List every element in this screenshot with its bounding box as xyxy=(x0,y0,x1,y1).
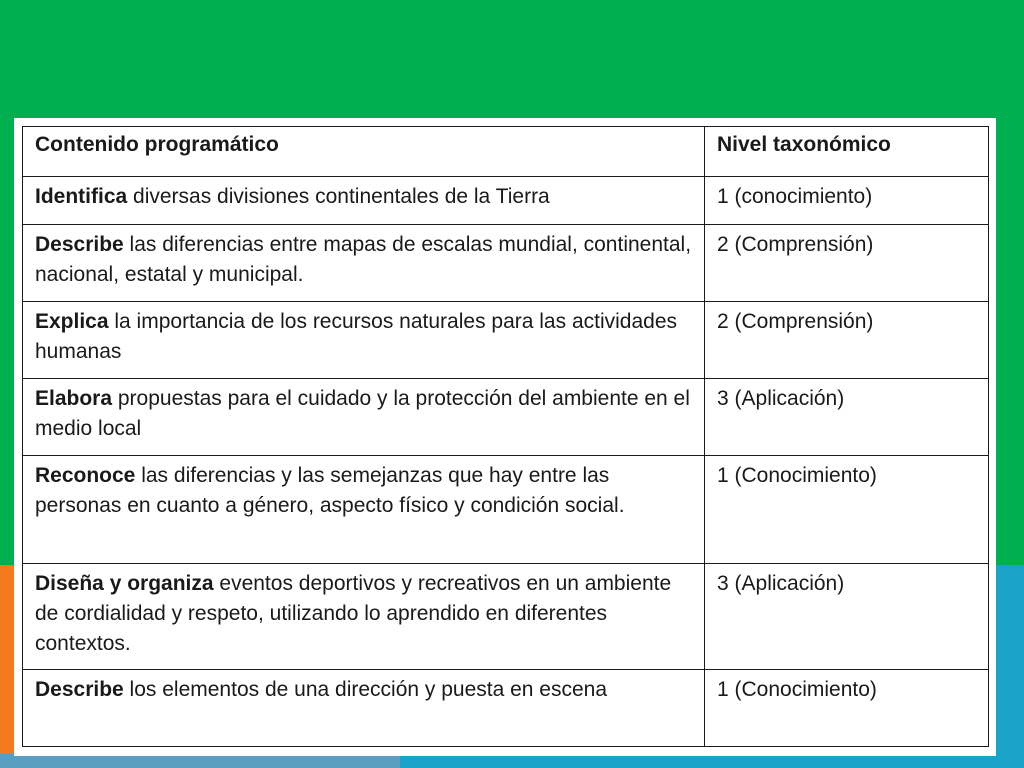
action-verb: Describe xyxy=(35,678,124,701)
level-cell: 2 (Comprensión) xyxy=(705,225,989,302)
content-text: las diferencias y las semejanzas que hay entre las personas en cuanto a género, aspecto físico y condición social. xyxy=(35,464,625,517)
level-cell: 3 (Aplicación) xyxy=(705,564,989,670)
orange-accent-bar xyxy=(0,565,14,768)
content-text: propuestas para el cuidado y la protección del ambiente en el medio local xyxy=(35,387,690,440)
header-content: Contenido programático xyxy=(23,127,705,177)
content-text: los elementos de una dirección y puesta en escena xyxy=(123,678,608,701)
content-cell xyxy=(23,564,705,670)
level-cell: 1 (Conocimiento) xyxy=(705,456,989,564)
action-verb: Elabora xyxy=(35,387,113,410)
level-cell: 2 (Comprensión) xyxy=(705,302,989,379)
table-header-row xyxy=(23,127,989,177)
action-verb: Reconoce xyxy=(35,464,136,487)
action-verb: Describe xyxy=(35,233,124,256)
content-cell xyxy=(23,379,705,456)
table-row xyxy=(23,379,989,456)
level-cell: 1 (Conocimiento) xyxy=(705,670,989,747)
level-cell: 1 (conocimiento) xyxy=(705,177,989,225)
content-text: la importancia de los recursos naturales para las actividades humanas xyxy=(35,310,678,363)
content-text: eventos deportivos y recreativos en un ambiente de cordialidad y respeto, utilizando lo aprendido en diferentes contextos. xyxy=(35,572,672,655)
content-cell xyxy=(23,456,705,564)
content-text: diversas divisiones continentales de la Tierra xyxy=(127,185,550,208)
table-row xyxy=(23,302,989,379)
bottom-left-accent-bar xyxy=(0,754,400,768)
level-cell: 3 (Aplicación) xyxy=(705,379,989,456)
action-verb: Diseña y organiza xyxy=(35,572,214,595)
content-cell xyxy=(23,302,705,379)
action-verb: Identifica xyxy=(35,185,128,208)
content-text: las diferencias entre mapas de escalas mundial, continental, nacional, estatal y municipal. xyxy=(35,233,692,286)
table-row xyxy=(23,177,989,225)
table-row xyxy=(23,456,989,564)
taxonomy-table xyxy=(22,126,989,747)
content-cell xyxy=(23,670,705,747)
content-cell xyxy=(23,177,705,225)
header-level: Nivel taxonómico xyxy=(705,127,989,177)
table-row xyxy=(23,564,989,670)
blue-accent-bar xyxy=(996,565,1024,768)
table-row xyxy=(23,225,989,302)
table-row xyxy=(23,670,989,747)
slide-content-area xyxy=(14,118,996,756)
action-verb: Explica xyxy=(35,310,109,333)
content-cell xyxy=(23,225,705,302)
